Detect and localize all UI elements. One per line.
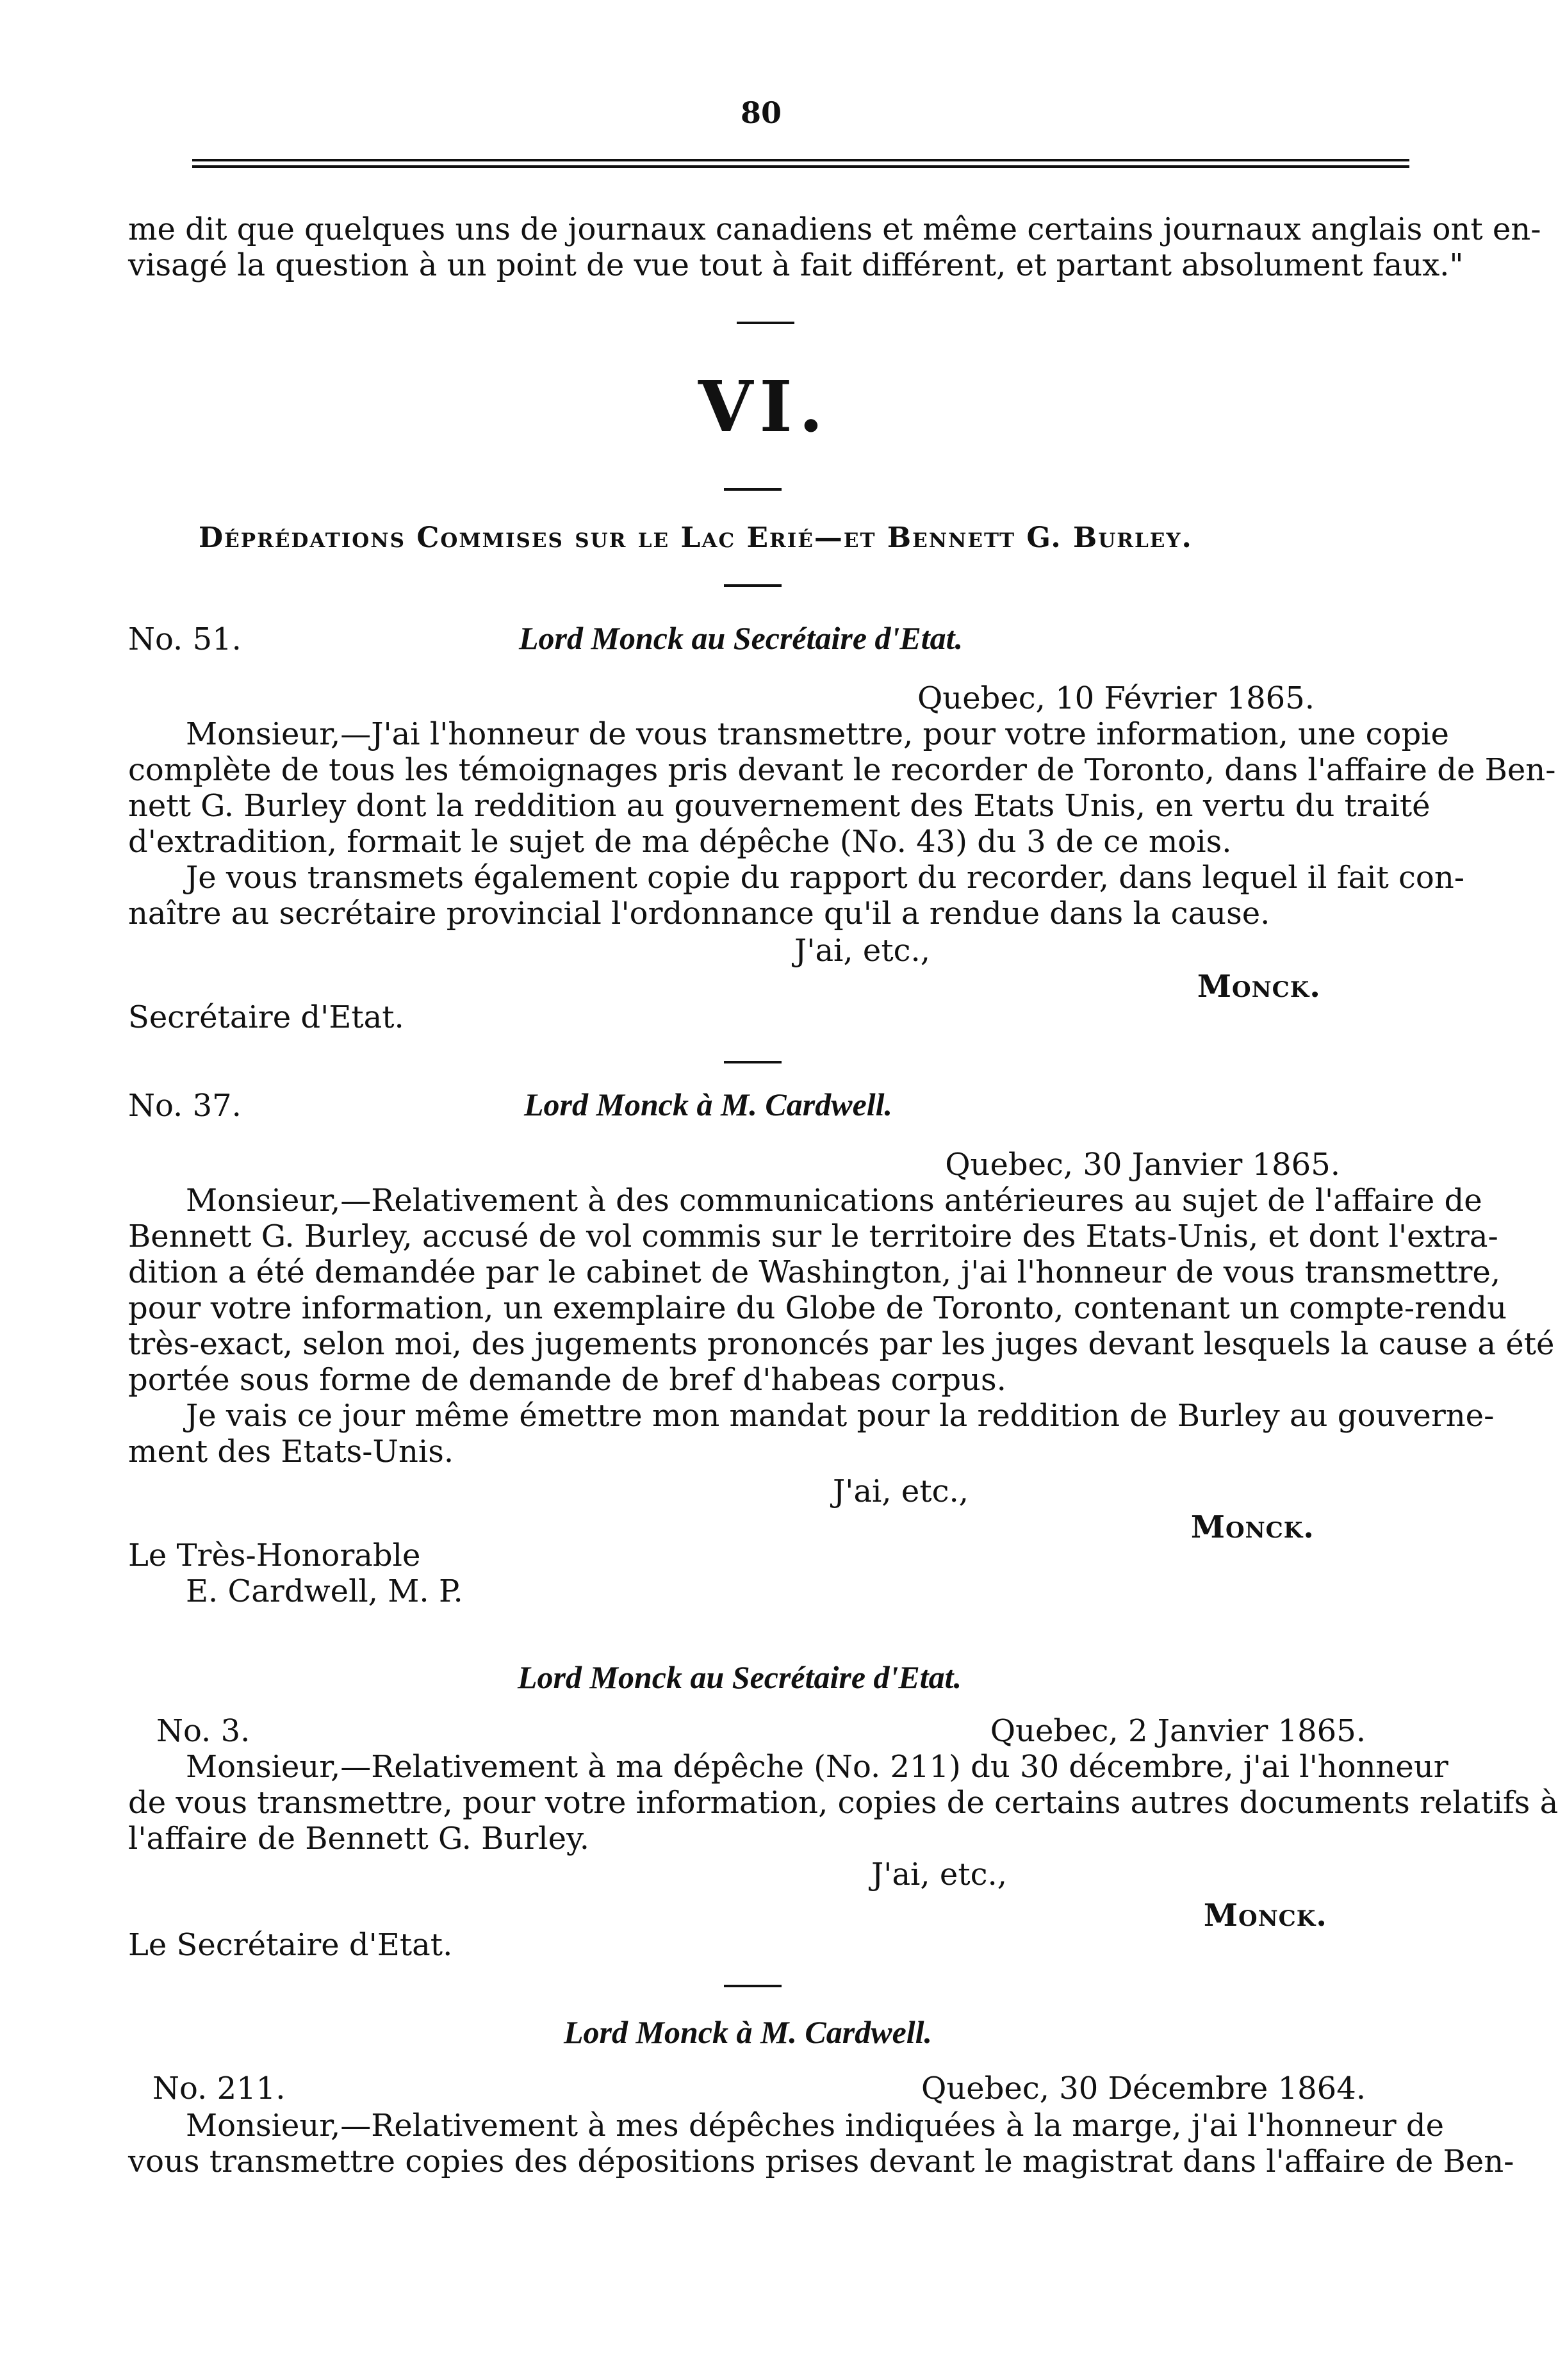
letter-signature: Monck. [1203,1898,1327,1933]
short-rule [724,488,782,491]
letter-date: Quebec, 10 Février 1865. [917,680,1315,716]
letter-signature: Monck. [1190,1509,1315,1545]
letter-closing: J'ai, etc., [871,1857,1008,1892]
letter-addressee: Secrétaire d'Etat. [128,999,404,1035]
letter-title: Lord Monck au Secrétaire d'Etat. [518,1659,962,1695]
letter-body-line: Bennett G. Burley, accusé de vol commis sur le territoire des Etats-Unis, et dont l'extra- [128,1219,1498,1254]
section-number: VI. [698,365,830,448]
letter-body-line: Je vais ce jour même émettre mon mandat pour la reddition de Burley au gouverne- [186,1398,1495,1434]
letter-body-line: Monsieur,—Relativement à des communications antérieures au sujet de l'affaire de [186,1183,1482,1219]
letter-body-line: Monsieur,—Relativement à mes dépêches indiquées à la marge, j'ai l'honneur de [186,2108,1444,2144]
letter-body-line: portée sous forme de demande de bref d'habeas corpus. [128,1362,1006,1398]
letter-signature: Monck. [1197,969,1321,1005]
top-double-rule [192,159,1409,168]
section-title: Déprédations Commises sur le Lac Erié—et Bennett G. Burley. [199,521,1193,554]
letter-addressee: Le Très-Honorable [128,1538,421,1573]
letter-body-line: ment des Etats-Unis. [128,1434,454,1470]
short-rule [737,322,794,324]
intro-line-1: me dit que quelques uns de journaux canadiens et même certains journaux anglais ont en- [128,211,1541,247]
letter-body-line: Monsieur,—Relativement à ma dépêche (No. 211) du 30 décembre, j'ai l'honneur [186,1749,1448,1785]
letter-addressee: Le Secrétaire d'Etat. [128,1927,453,1963]
intro-line-2: visagé la question à un point de vue tout à fait différent, et partant absolument faux." [128,247,1464,283]
letter-closing: J'ai, etc., [833,1473,969,1509]
letter-closing: J'ai, etc., [794,933,931,969]
letter-body-line: très-exact, selon moi, des jugements prononcés par les juges devant lesquels la cause a été [128,1326,1555,1362]
letter-number: No. 51. [128,621,242,657]
letter-body-line: naître au secrétaire provincial l'ordonnance qu'il a rendue dans la cause. [128,896,1270,931]
letter-body-line: Monsieur,—J'ai l'honneur de vous transmettre, pour votre information, une copie [186,716,1449,752]
letter-body-line: d'extradition, formait le sujet de ma dépêche (No. 43) du 3 de ce mois. [128,824,1232,860]
letter-body-line: complète de tous les témoignages pris devant le recorder de Toronto, dans l'affaire de Ben- [128,752,1556,788]
letter-body-line: de vous transmettre, pour votre information, copies de certains autres documents relatifs à [128,1785,1558,1821]
short-rule [724,1985,782,1987]
letter-body-line: Je vous transmets également copie du rapport du recorder, dans lequel il fait con- [186,860,1464,896]
letter-body-line: vous transmettre copies des dépositions prises devant le magistrat dans l'affaire de Ben- [128,2144,1514,2179]
letter-number: No. 211. [152,2071,286,2106]
letter-number: No. 3. [156,1713,250,1749]
letter-date: Quebec, 30 Décembre 1864. [921,2071,1366,2106]
letter-title: Lord Monck à M. Cardwell. [524,1087,893,1122]
letter-date: Quebec, 2 Janvier 1865. [990,1713,1366,1749]
letter-body-line: dition a été demandée par le cabinet de Washington, j'ai l'honneur de vous transmettre, [128,1254,1501,1290]
page-number: 80 [741,95,782,130]
letter-body-line: pour votre information, un exemplaire du Globe de Toronto, contenant un compte-rendu [128,1290,1507,1326]
letter-title: Lord Monck au Secrétaire d'Etat. [519,620,964,656]
letter-body-line: l'affaire de Bennett G. Burley. [128,1821,590,1857]
letter-addressee: E. Cardwell, M. P. [186,1573,463,1609]
short-rule [724,1061,782,1063]
letter-number: No. 37. [128,1088,242,1124]
letter-title: Lord Monck à M. Cardwell. [564,2014,933,2050]
letter-date: Quebec, 30 Janvier 1865. [945,1147,1340,1183]
letter-body-line: nett G. Burley dont la reddition au gouvernement des Etats Unis, en vertu du traité [128,788,1431,824]
short-rule [724,584,782,587]
